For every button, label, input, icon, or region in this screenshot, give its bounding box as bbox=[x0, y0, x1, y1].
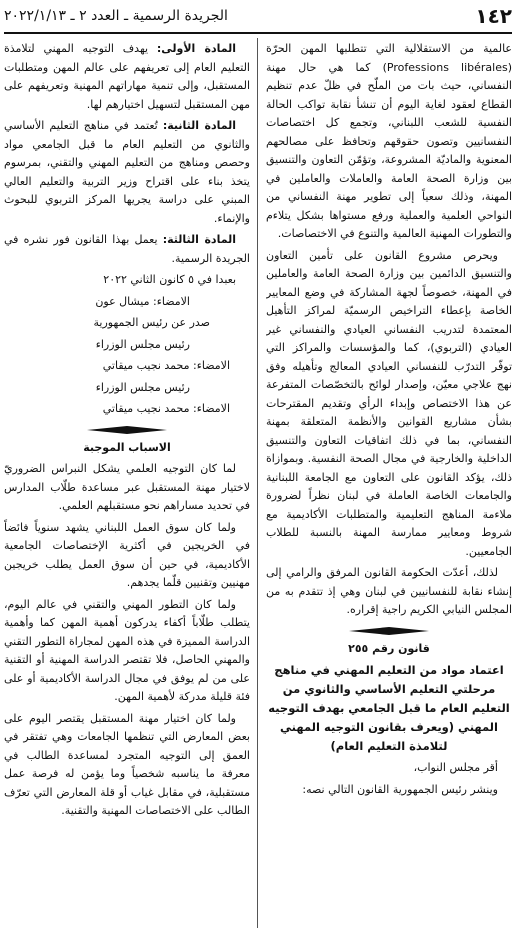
article-2 bbox=[4, 117, 250, 228]
reason-1: لما كان التوجيه العلمي يشكل النبراس الضروريّ لاختيار مهنة المستقبل عبر مساعدة طلّاب المدارس في تحديد مساراهم نحو مستقبلهم العلمي. bbox=[4, 462, 250, 512]
article-3-text: يعمل بهذا القانون فور نشره في الجريدة الرسمية. bbox=[4, 233, 250, 265]
left-column bbox=[4, 40, 250, 928]
law-number: قانون رقم ٢٥٥ bbox=[348, 641, 430, 655]
right-column bbox=[266, 40, 512, 928]
president-signature: الامضاء: ميشال عون bbox=[95, 294, 190, 308]
ornament-divider-left bbox=[4, 425, 250, 435]
gazette-issue-title: الجريدة الرسمية ـ العدد ٢ ـ ٢٠٢٢/١/١٣ bbox=[4, 8, 228, 24]
ornament-divider-left-icon bbox=[87, 425, 167, 435]
article-3-label: المادة الثالثة: bbox=[162, 233, 236, 246]
article-1-label: المادة الأولى: bbox=[156, 42, 236, 55]
reason-4: ولما كان اختيار مهنة المستقبل يقتصر اليوم على بعض المعارض التي تنظمها الجامعات وهي تفتقر في العمق إلى التوجيه المتجرد لمساعدة الطالب في معرفة ما يناسبه شخصياً وما يؤمن له فرصة عمل مستقبلية، في مقابل غياب أو قلة المعارض التي تعرّف الطالب على الاختصاصات المهنية والتقنية. bbox=[4, 711, 250, 817]
reasons-title: الاسباب الموجبة bbox=[83, 440, 171, 454]
pm-title-2: رئيس مجلس الوزراء bbox=[95, 380, 190, 394]
promulgation-line: وينشر رئيس الجمهورية القانون التالي نصه: bbox=[302, 782, 498, 796]
paragraph-continued: عالمية من الاستقلالية التي تتطلبها المهن الحرّة (Professions libérales) كما هي حال مهنة النفساني، حيث بات من الملّح في ظلّ عدم تنظيم القطاع لعقود لغاية اليوم أن تنشأ نقابة تواكب الحالة النفسية للشعب اللبناني، وتجمع كل اختصاصات النفسانيين وتصون حقوقهم وتحافظ على مصالحهم المعنوية والماديّة المشروعة، وتؤمّن التعاون والتنسيق بين وزارة الصحة العامة والعاملات والعاملين في المهنة، وذلك سعياً إلى تطوير مهنة النفساني من النواحي العلمية والعملية ورفع مستواها بشكل يتلاءم والتطورات المهنية العالمية والتنوع في الاختصاصات. bbox=[266, 42, 512, 240]
pm-signature: الامضاء: محمد نجيب ميقاتي bbox=[102, 359, 230, 372]
ornament-divider bbox=[266, 626, 512, 636]
issued-by: صدر عن رئيس الجمهورية bbox=[93, 316, 210, 329]
article-2-text: تُعتمد في مناهج التعليم الأساسي والثانوي من التعليم العام ما قبل الجامعي مواد وحصص ومناهج من التعليم المهني والتقني، بمرسوم يتخذ بناء على اقتراح وزير التربية والتعليم العالي المبني على دراسة يجريها المركز التربوي للبحوث والإنماء. bbox=[4, 119, 250, 225]
reason-2: ولما كان سوق العمل اللبناني يشهد سنوياً فائضاً في الخريجين في أكثرية الإختصاصات الجامعية الأكاديمية، في حين أن سوق العمل يطلب خريجين مهنيين وتقنيين قلّما يجدهم. bbox=[4, 520, 250, 589]
ornament-divider-icon bbox=[349, 626, 429, 636]
page-number: ١٤٢ bbox=[475, 4, 512, 28]
reason-3: ولما كان التطور المهني والتقني في عالم اليوم، يتطلب طلّاباً أكفاء يدركون أهمية المهن كما وأهمية الدراسة المميزة في هذه المهن لمجاراة التطور التقني والمهني الحاصل، فلا تقتصر الدراسة المهنية أو التقنية على من لم يوفق في مجال الدراسة الأكاديمية أو على فئة قليلة مدركة لأهمية المهن. bbox=[4, 597, 250, 703]
pm-title: رئيس مجلس الوزراء bbox=[95, 337, 190, 351]
paragraph-cooperation: ويحرص مشروع القانون على تأمين التعاون والتنسيق الدائمين بين وزارة الصحة العامة والعاملين في المهنة، خصوصاً لجهة المشاركة في وضع المعايير الخاصة بإعطاء التراخيص الرسميّة لمراكز التأهيل المعتمدة لتدريب النفساني العيادي والنفساني غير العيادي (التربوي)، كما والمؤسسات والمراكز التي توفّر التدرّب للنفساني العيادي المعالج وتأهيله وفق نهج علاجي معيّن، وإصدار لوائح بالتخصّصات المتفرعة عن هذا الاختصاص وإبداء الرأي وتقديم المقترحات بشأن مشاريع القوانين والأنظمة المتعلقة بمهنة النفساني، بما في ذلك اتفاقيات التعاون والتنسيق الداخلية والخارجية في مجال الصحة النفسية. وبموازاة ذلك، يؤكد القانون على التعاون مع الجامعة اللبنانية والجامعات الخاصة العاملة في لبنان نظراً لضرورة ملاءمة المناهج التعليمية والمتطلبات الأكاديمية مع شروط ومعايير ممارسة المهنة بالنسبة للطلاب الجامعيين. bbox=[266, 248, 512, 558]
article-2-label: المادة الثانية: bbox=[162, 119, 236, 132]
article-1 bbox=[4, 40, 250, 114]
article-1-text: يهدف التوجيه المهني لتلامذة التعليم العام إلى تعريفهم على عالم المهن ومتطلبات المستقبل، وإلى تنمية مهاراتهم المهنية وتعريفهم على مهن المستقبل لتسهيل اختيارهم لها. bbox=[4, 42, 250, 111]
header-rule bbox=[4, 32, 512, 34]
column-divider bbox=[257, 38, 258, 928]
parliament-approval: أقر مجلس النواب، bbox=[413, 761, 498, 774]
paragraph-conclusion: لذلك، أعدّت الحكومة القانون المرفق والرامي إلى إنشاء نقابة للنفسانيين في لبنان وهي إذ تتقدم به من المجلس النيابي الكريم راجية إقراره. bbox=[266, 566, 512, 616]
page-header bbox=[4, 4, 512, 28]
signing-date: بعبدا في ٥ كانون الثاني ٢٠٢٢ bbox=[103, 273, 236, 286]
article-3 bbox=[4, 231, 250, 268]
law-title: اعتماد مواد من التعليم المهني في مناهج مرحلتي التعليم الأساسي والثانوي من التعليم العام ما قبل الجامعي بهدف التوجيه المهني (ويعرف بقانون التوجيه المهني لتلامذة التعليم العام) bbox=[268, 663, 510, 753]
pm-signature-2: الامضاء: محمد نجيب ميقاتي bbox=[102, 402, 230, 415]
